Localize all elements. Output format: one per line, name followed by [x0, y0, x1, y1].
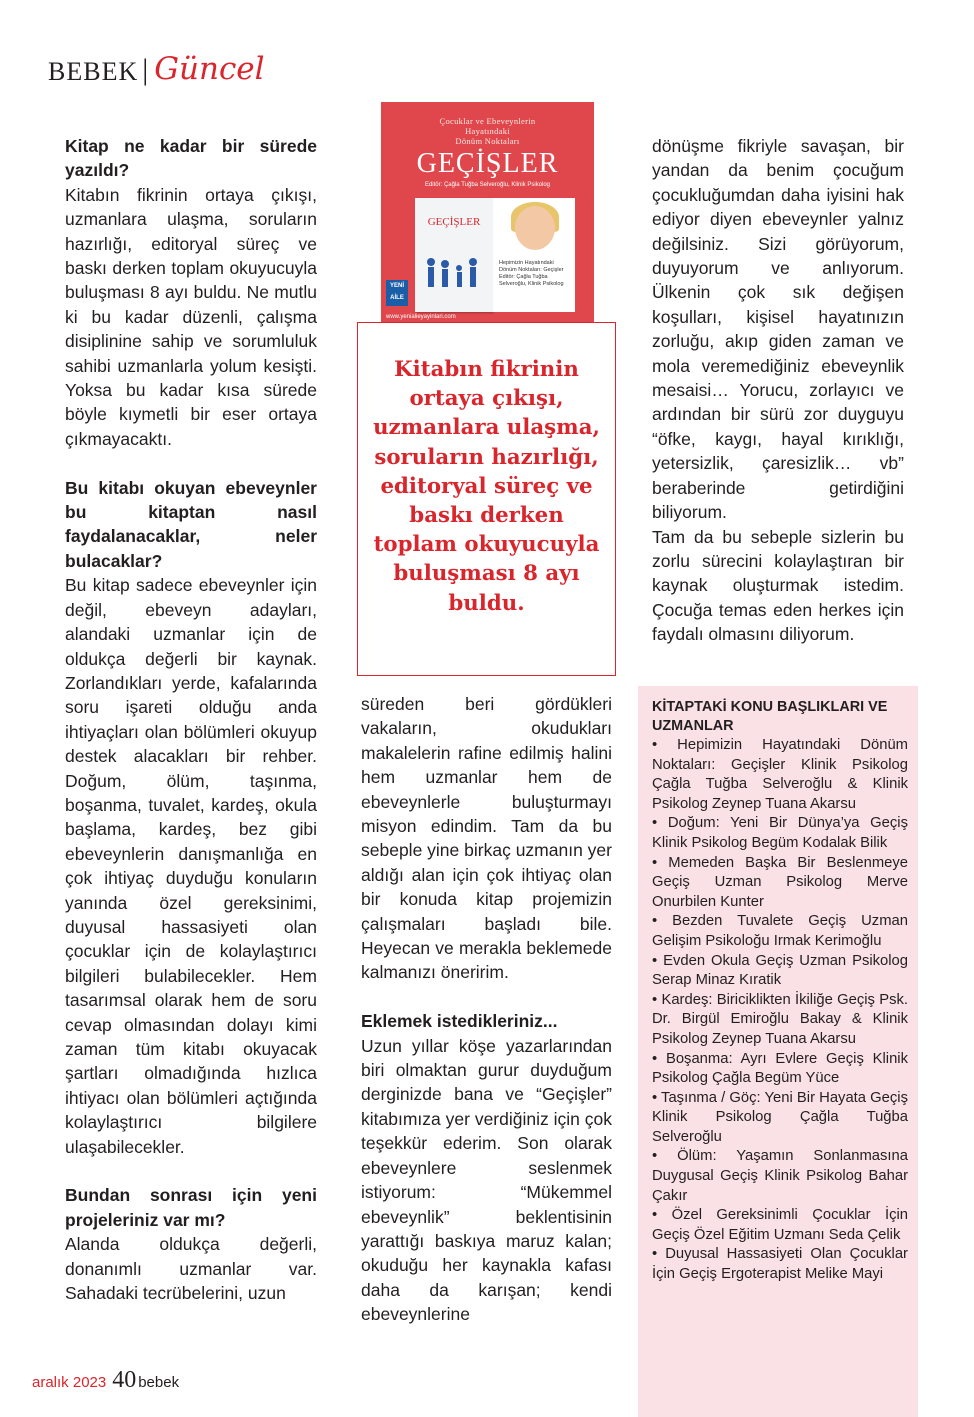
page-number: 40: [112, 1367, 137, 1393]
interview-answer: Tam da bu sebeple sizlerin bu zorlu sürecini kolaylaştıran bir kaynak oluşturmak istedim. Çocuğa temas eden herkes için faydalı olmasını diliyorum.: [652, 526, 904, 645]
cover-title: GEÇİŞLER: [416, 148, 559, 179]
interview-answer: Kitabın fikrinin ortaya çıkışı, uzmanlara ulaşma, soruların hazırlığı, editoryal süreç ve baskı derken toplam okuyucuyla buluşması 8 ayı buldu. Ne mutlu ki bu kadar düzenli, çalışma disiplinine sahip ve sorumluluk sahibi uzmanlarla yolum kesişti. Yoksa bu kadar kısa sürede böyle kıymetli bir eser ortaya çıkmayacaktı.: [65, 184, 317, 449]
magazine-name: bebek: [138, 1374, 180, 1391]
sidebar-topic-item: • Doğum: Yeni Bir Dünya’ya Geçiş Klinik Psikolog Begüm Kodalak Bilik: [652, 815, 908, 851]
text-column-2: [361, 692, 612, 1327]
inner-book-title: GEÇİŞLER: [427, 216, 481, 228]
topics-sidebar: [638, 686, 918, 1417]
sidebar-topic-item: • Duyusal Hassasiyeti Olan Çocuklar İçin Geçiş Ergoterapist Melike Mayi: [652, 1246, 908, 1283]
sidebar-title: KİTAPTAKİ KONU BAŞLIKLARI VE UZMANLAR: [652, 699, 888, 734]
issue-date: aralık 2023: [32, 1374, 107, 1391]
author-page-text: [499, 260, 571, 288]
header-separator: |: [142, 53, 149, 86]
interview-answer: Alanda oldukça değerli, donanımlı uzmanlar var. Sahadaki tecrübelerini, uzun: [65, 1234, 317, 1304]
interview-answer: Uzun yıllar köşe yazarlarından biri olmaktan gurur duyduğum derginizde bana ve “Geçişler” kitabımıza yer verdiğiniz için çok teşekkür ederim. Son olarak ebeveynlere seslenmek istiyorum: “Mükemmel ebeveynlik” beklentisinin yarattığı baskıya maruz kalan; okuduğu her kaynakla kafası daha da karışan; kendi ebeveynlerine: [361, 1035, 612, 1325]
paragraph-gap: [65, 451, 317, 475]
cover-subtitle: [381, 116, 594, 146]
interview-answer: süreden beri gördükleri vakaların, okudukları makalelerin rafine edilmiş halini hem uzmanlar hem de ebeveynlerle buluşturmayı misyon edindim. Tam da bu sebeple yine birkaç uzmanın yer aldığı alan için çok ihtiyaç olan bir konuda kitap projemizin çalışmaları başladı bile. Heyecan ve merakla beklemede kalmanızı öneririm.: [361, 694, 612, 983]
pull-quote-text: Kitabın fikrinin ortaya çıkışı, uzmanlara ulaşma, soruların hazırlığı, editoryal süreç ve baskı derken toplam okuyucuyla buluşması 8 ayı buldu.: [373, 357, 600, 616]
cover-editor: Editör: Çağla Tuğba Selveroğlu, Klinik Psikolog: [424, 182, 551, 188]
cover-line-1: Çocuklar ve Ebeveynlerin: [439, 116, 536, 126]
sidebar-topic-item: • Taşınma / Göç: Yeni Bir Hayata Geçiş Klinik Psikolog Çağla Tuğba Selveroğlu: [652, 1089, 908, 1145]
sidebar-topic-item: • Ölüm: Yaşamın Sonlanmasına Duygusal Geçiş Klinik Psikolog Bahar Çakır: [652, 1148, 908, 1204]
sidebar-topic-item: • Bezden Tuvalete Geçiş Uzman Gelişim Psikoloğu Irmak Kerimoğlu: [652, 913, 908, 949]
page-title-text: Hepimizin Hayatındaki Dönüm Noktaları: Geçişler: [499, 260, 564, 273]
interview-question: Bundan sonrası için yeni projeleriniz var mı?: [65, 1185, 317, 1230]
pull-quote-box: [357, 322, 616, 676]
publisher-logo: YENİ AİLE: [386, 280, 408, 306]
sidebar-topic-item: • Boşanma: Ayrı Evlere Geçiş Klinik Psikolog Çağla Begüm Yüce: [652, 1050, 908, 1087]
text-column-3: [652, 134, 904, 647]
sidebar-topic-item: • Kardeş: Biriciklikten İkiliğe Geçiş Psk. Dr. Birgül Emiroğlu Bakay & Klinik Psikolog Zeynep Tuana Akarsu: [652, 991, 908, 1047]
inner-book: [415, 198, 493, 312]
book-cover-image: [381, 102, 594, 328]
text-column-1: [65, 134, 317, 1305]
author-face: [515, 206, 555, 250]
family-illustration-icon: [421, 252, 487, 292]
sidebar-topic-item: • Özel Gereksinimli Çocuklar İçin Geçiş Özel Eğitim Uzmanı Seda Çelik: [652, 1207, 908, 1243]
publisher-site: www.yenialieyayinlari.com: [386, 314, 456, 320]
paragraph-gap: [65, 1159, 317, 1183]
sidebar-topic-item: • Hepimizin Hayatındaki Dönüm Noktaları: Geçişler Klinik Psikolog Çağla Tuğba Selveroğlu & Klinik Psikolog Zeynep Tuana Akarsu: [652, 737, 908, 812]
interview-answer: Bu kitap sadece ebeveynler için değil, ebeveyn adayları, alandaki uzmanlar için de oldukça değerli bir kaynak. Zorlandıkları yerde, kafalarında soru işareti olduğu anda ihtiyaçları olan bölümleri okuyup destek alacakları bir rehber. Doğum, ölüm, taşınma, boşanma, tuvalet, kardeş, okula başlama, kardeş, bez gibi ebeveynlerin danışmanlığa en çok ihtiyaç duyduğu konuların yanında özel gereksinimi, duyusal hassasiyeti olan çocuklar için de kolaylaştırıcı bilgileri bulabilecekler. Hem tasarımsal olarak hem de soru cevap olmasından dolayı kimi zaman tüm kitabı okuyacak şartları olmadığında hızlıca ihtiyacı olan bölümleri açtığında kolaylaştırıcı bilgilere ulaşabilecekler.: [65, 575, 317, 1157]
cover-line-2: Hayatındaki: [465, 126, 510, 136]
author-page: [493, 198, 575, 312]
sidebar-topic-item: • Memeden Başka Bir Beslenmeye Geçiş Uzman Psikolog Merve Onurbilen Kunter: [652, 854, 908, 910]
interview-question: Kitap ne kadar bir sürede yazıldı?: [65, 136, 317, 181]
section-title: BEBEK: [48, 57, 139, 86]
cover-line-3: Dönüm Noktaları: [455, 136, 520, 146]
interview-question: Eklemek istedikleriniz...: [361, 1011, 558, 1032]
interview-answer: dönüşme fikriyle savaşan, bir yandan da benim çocuğum çocukluğumdan daha iyisini hak ediyor diyen ebeveynler yalnız değilsiniz. Sizi görüyorum, duyuyorum ve anlıyorum. Ülkenin çok sık değişen koşulları, kişisel hayatınızın zorluğu, akıp giden zaman ve mola veremediğiniz ebeveynlik mesaisi… Yorucu, zorlayıcı ve ardından bir sürü zor duyguyu “öfke, kaygı, hayal kırıklığı, yetersizlik, çaresizlik… vb” beraberinde getirdiğini biliyorum.: [652, 136, 904, 523]
page-footer: [32, 1367, 179, 1394]
page-editor-text: Editör: Çağla Tuğba Selveroğlu, Klinik Psikolog: [499, 274, 564, 287]
interview-question: Bu kitabı okuyan ebeveynler bu kitaptan nasıl faydalanacaklar, neler bulacaklar?: [65, 477, 317, 571]
paragraph-gap: [361, 985, 612, 1009]
page-header: [48, 51, 265, 87]
subsection-title: Güncel: [154, 51, 265, 87]
sidebar-list: [652, 736, 908, 1285]
sidebar-topic-item: • Evden Okula Geçiş Uzman Psikolog Serap Minaz Kıratik: [652, 952, 908, 989]
